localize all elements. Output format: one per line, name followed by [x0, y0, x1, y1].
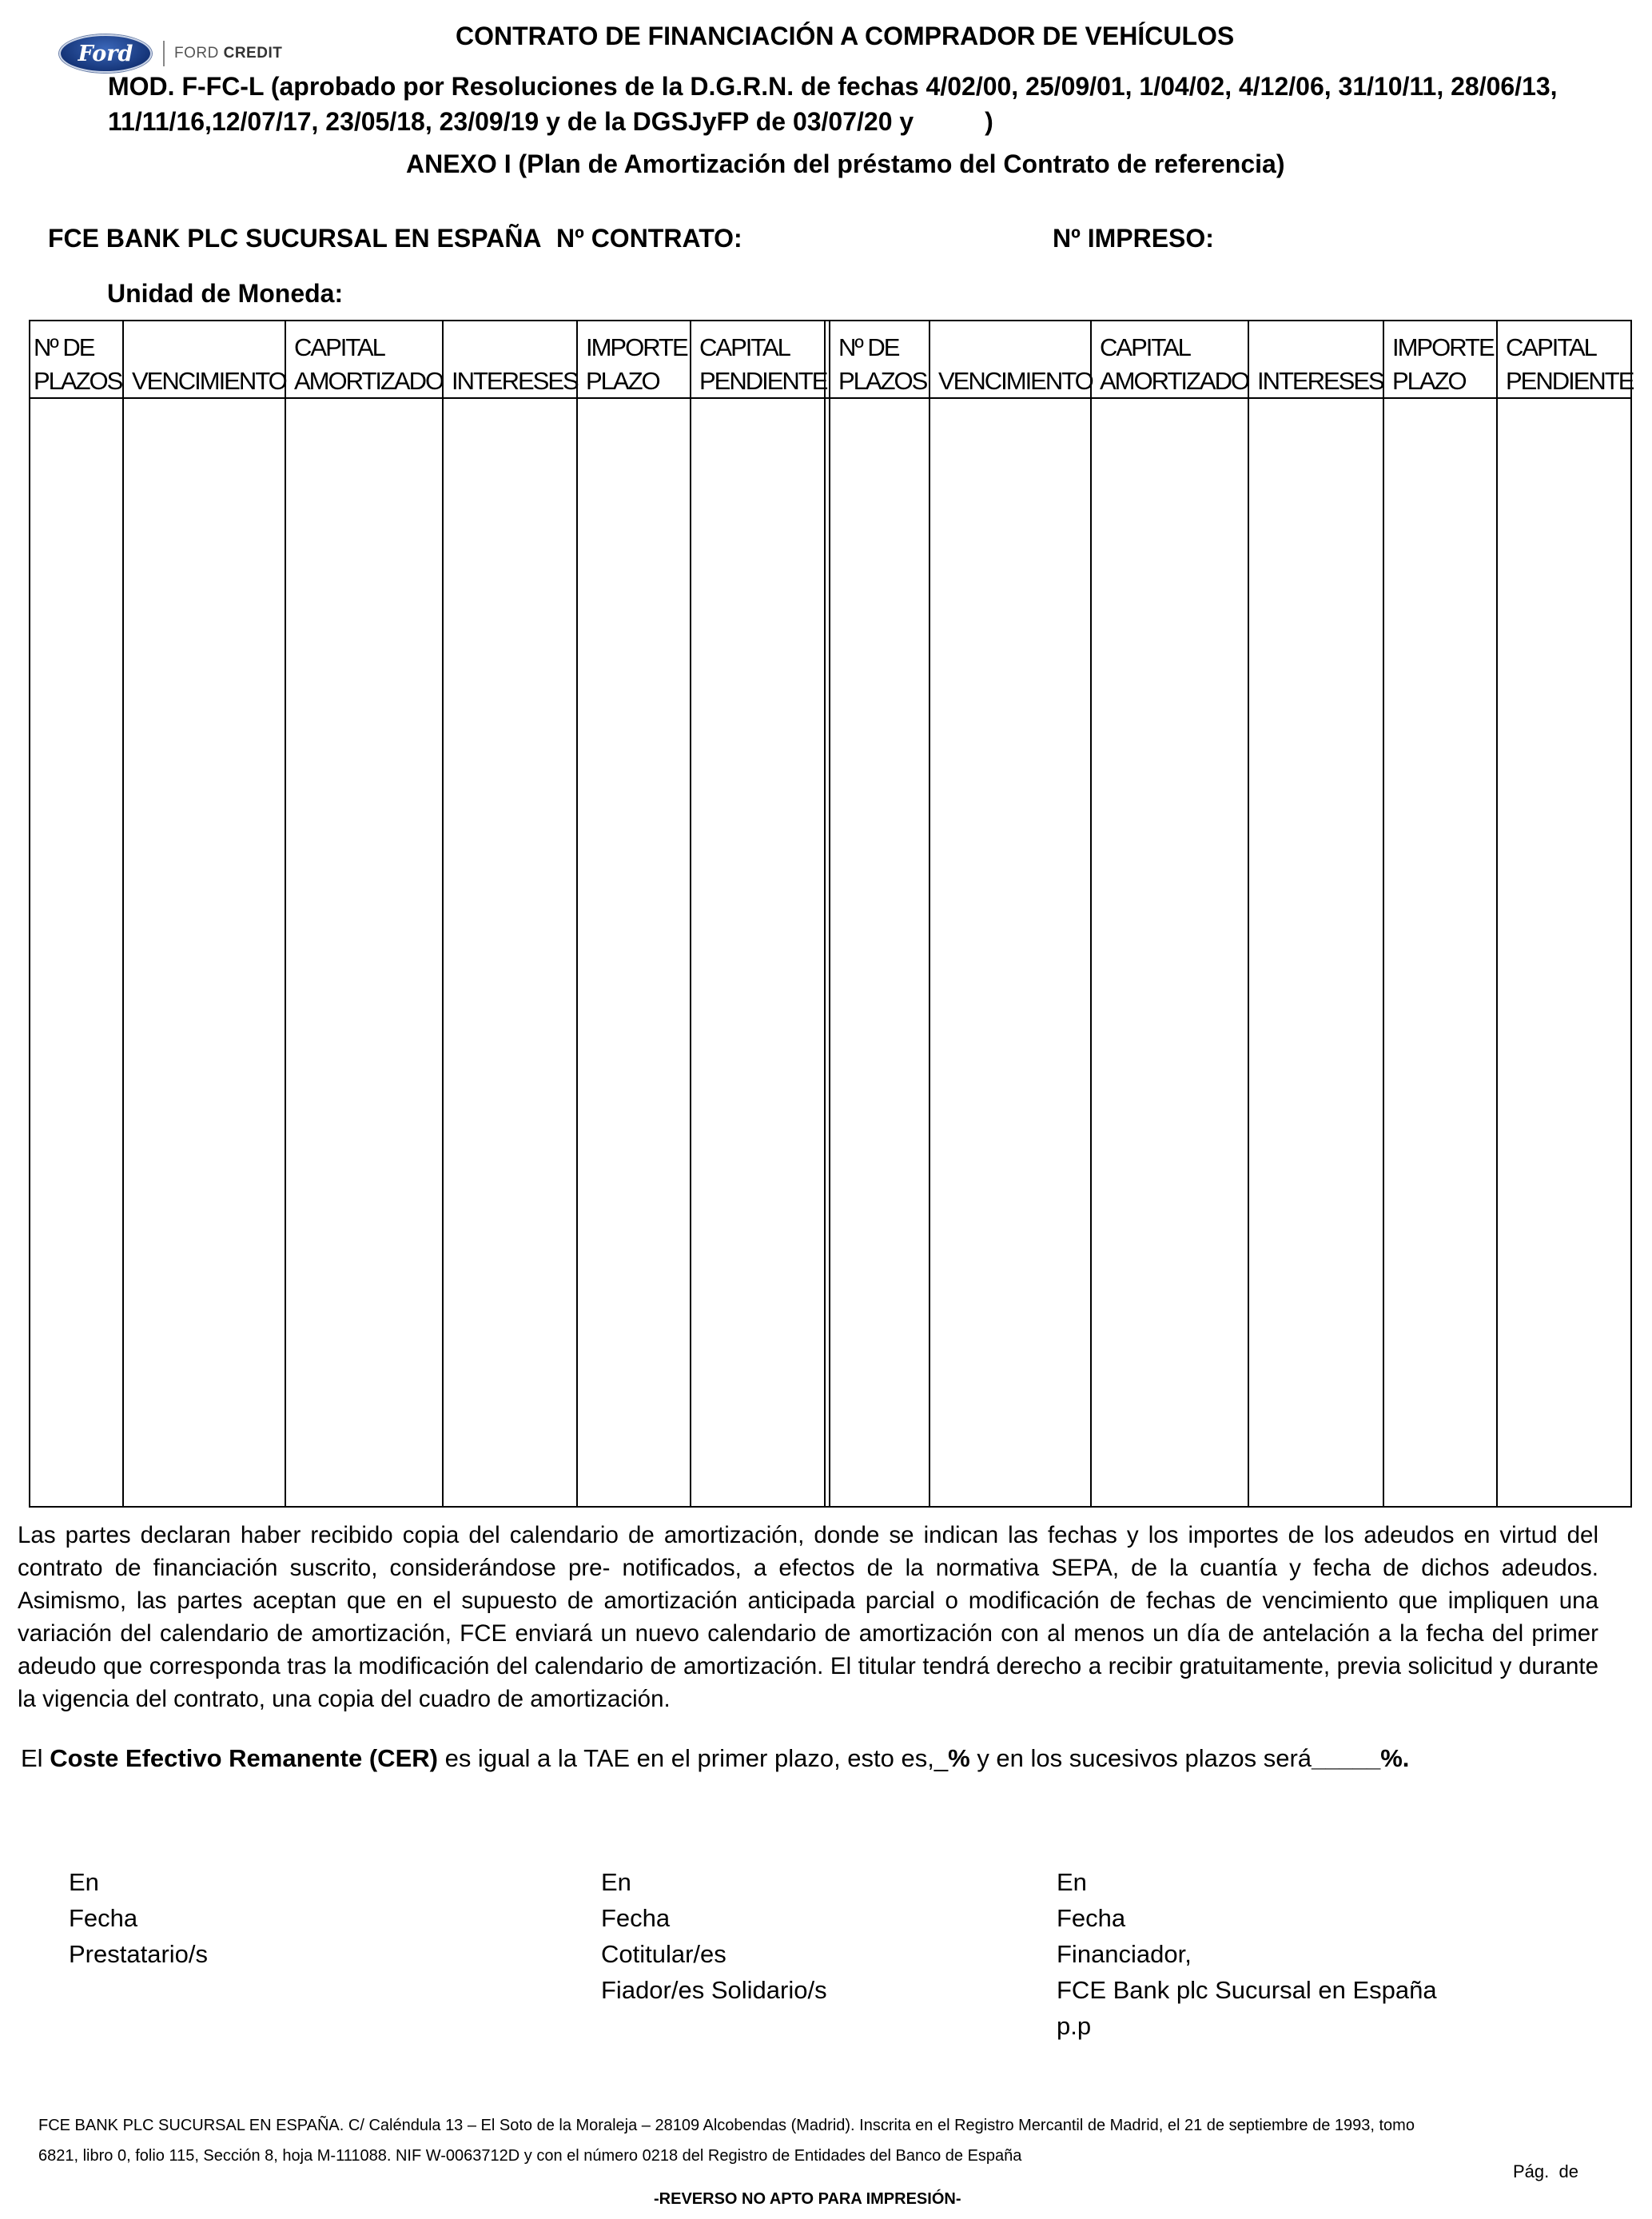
table-column-divider [122, 321, 124, 1506]
currency-unit-label: Unidad de Moneda: [107, 279, 344, 308]
disclosure-paragraph: Las partes declaran haber recibido copia del calendario de amortización, donde se indican las fechas y los importes de los adeudos en virtud del contrato de financiación suscrito, considerándose pre- notificados, a efectos de la normativa SEPA, de la cuantía y fecha de dichos adeudos. Asimismo, las partes aceptan que en el supuesto de amortización anticipada parcial o modificación de fechas de vencimiento que impliquen una variación del calendario de amortización, FCE enviará un nuevo calendario de amortización con al menos un día de antelación a la fecha del primer adeudo que corresponda tras la modificación del calendario de amortización. El titular tendrá derecho a recibir gratuitamente, previa solicitud y durante la vigencia del contrato, una copia del cuadro de amortización. [18, 1522, 1598, 1712]
header-plazos: Nº DE PLAZOS [838, 333, 927, 395]
header-intereses: INTERESES [452, 367, 578, 395]
header-capital-amortizado: CAPITAL AMORTIZADO [1100, 333, 1249, 395]
reverse-notice: -REVERSO NO APTO PARA IMPRESIÓN- [654, 2190, 961, 2208]
cer-statement: El Coste Efectivo Remanente (CER) es igual a la TAE en el primer plazo, esto es,_% y en los sucesivos plazos será_____%. [21, 1744, 1410, 1772]
contract-number-label: Nº CONTRATO: [556, 224, 742, 253]
table-column-divider [1248, 321, 1249, 1506]
page-number: Pág. de [1513, 2161, 1578, 2181]
table-column-divider [1090, 321, 1092, 1506]
table-center-divider [829, 321, 830, 1506]
legal-footer: FCE BANK PLC SUCURSAL EN ESPAÑA. C/ Caléndula 13 – El Soto de la Moraleja – 28109 Alcobendas (Madrid). Inscrita en el Registro Mercantil de Madrid, el 21 de septiembre de 1993, tomo 6821, libro 0, folio 115, Sección 8, hoja M-111088. NIF W-0063712D y con el número 0218 del Registro de Entidades del Banco de España [38, 2117, 1415, 2165]
signature-cosigner: En Fecha Cotitular/es Fiador/es Solidario/s [601, 1868, 827, 2004]
header-vencimiento: VENCIMIENTO [132, 367, 286, 395]
header-intereses: INTERESES [1257, 367, 1383, 395]
document-title: CONTRATO DE FINANCIACIÓN A COMPRADOR DE VEHÍCULOS [456, 22, 1235, 50]
header-plazos: Nº DE PLAZOS [34, 333, 122, 395]
annex-title: ANEXO I (Plan de Amortización del préstamo del Contrato de referencia) [406, 149, 1285, 178]
header-capital-amortizado: CAPITAL AMORTIZADO [294, 333, 444, 395]
model-reference-line-2: 11/11/16,12/07/17, 23/05/18, 23/09/19 y de la DGSJyFP de 03/07/20 y ) [108, 107, 993, 136]
table-column-divider [576, 321, 578, 1506]
signature-borrower: En Fecha Prestatario/s [69, 1868, 209, 1968]
logo-divider [163, 41, 165, 66]
table-column-divider [442, 321, 444, 1506]
table-center-divider [824, 321, 826, 1506]
logo-text: FORD CREDIT [174, 45, 283, 62]
model-reference [108, 69, 1558, 139]
amortization-table [29, 320, 1632, 1508]
header-vencimiento: VENCIMIENTO [938, 367, 1093, 395]
table-column-divider [1383, 321, 1384, 1506]
header-capital-pendiente: CAPITAL PENDIENTE [699, 333, 827, 395]
table-column-divider [690, 321, 691, 1506]
header-capital-pendiente: CAPITAL PENDIENTE [1506, 333, 1634, 395]
model-reference-line-1: MOD. F-FC-L (aprobado por Resoluciones de la D.G.R.N. de fechas 4/02/00, 25/09/01, 1/04/02, 4/12/06, 31/10/11, 28/06/13, [108, 72, 1558, 101]
ford-credit-logo [59, 34, 287, 74]
header-importe-plazo: IMPORTE PLAZO [586, 333, 687, 395]
bank-name: FCE BANK PLC SUCURSAL EN ESPAÑA [48, 224, 542, 253]
header-importe-plazo: IMPORTE PLAZO [1392, 333, 1494, 395]
signature-financier: En Fecha Financiador, FCE Bank plc Sucursal en España p.p [1057, 1868, 1437, 2040]
table-column-divider [285, 321, 286, 1506]
ford-oval-icon: Ford [59, 34, 152, 73]
print-number-label: Nº IMPRESO: [1053, 224, 1214, 253]
table-column-divider [929, 321, 930, 1506]
table-column-divider [1496, 321, 1498, 1506]
